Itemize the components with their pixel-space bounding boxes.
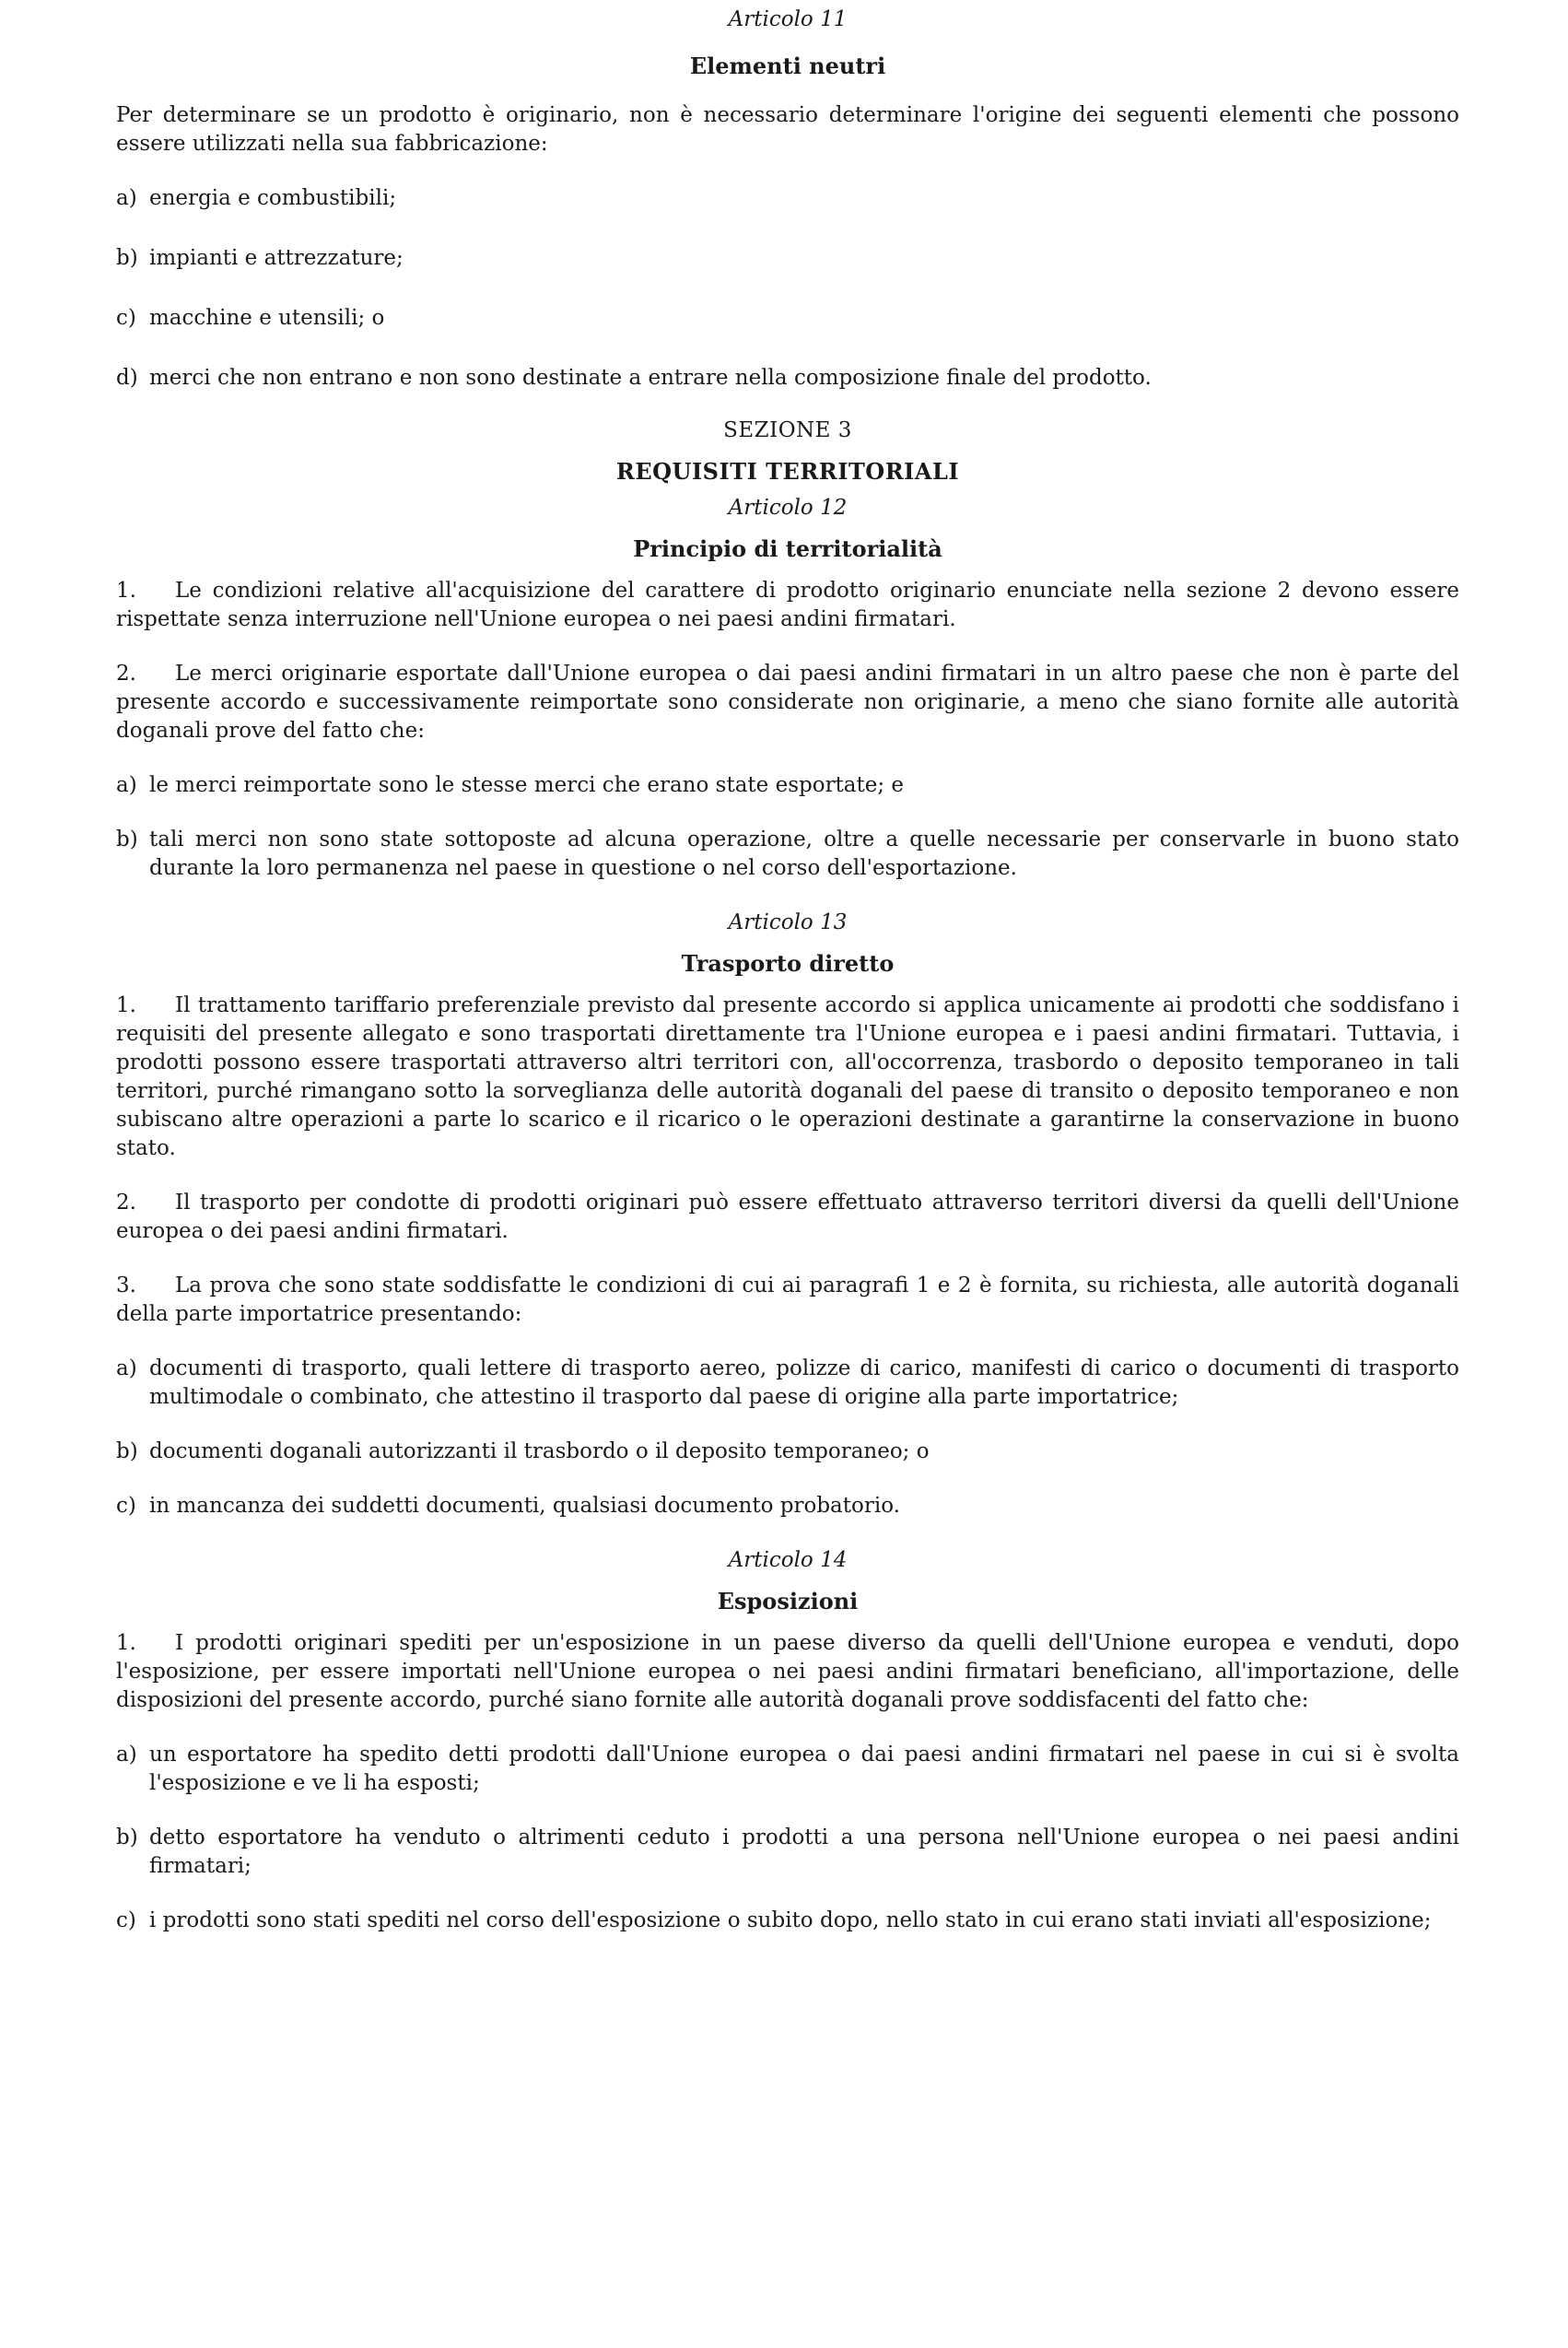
article-11-item-d — [116, 364, 1459, 393]
article-12-paragraph-2 — [116, 660, 1459, 745]
item-label: a) — [116, 1356, 137, 1380]
item-text: impianti e attrezzature; — [149, 246, 404, 270]
paragraph-number: 1. — [116, 579, 136, 603]
article-14-item-a — [116, 1741, 1459, 1798]
item-label: d) — [116, 366, 138, 390]
item-text: detto esportatore ha venduto o altrimenti ceduto i prodotti a una persona nell'Unione europea o nei paesi andini firmatari; — [149, 1826, 1459, 1878]
item-text: macchine e utensili; o — [149, 306, 385, 330]
article-12-label: Articolo 12 — [728, 496, 848, 520]
article-14-item-c — [116, 1907, 1459, 1935]
item-label: b) — [116, 828, 138, 851]
article-11-item-c — [116, 304, 1459, 333]
article-13-item-c — [116, 1492, 1459, 1520]
item-label: b) — [116, 246, 138, 270]
article-11-intro: Per determinare se un prodotto è originario, non è necessario determinare l'origine dei seguenti elementi che possono essere utilizzati nella sua fabbricazione: — [116, 103, 1459, 156]
section-3-title: REQUISITI TERRITORIALI — [615, 458, 960, 485]
item-label: a) — [116, 773, 137, 797]
article-13-title: Trasporto diretto — [681, 950, 895, 977]
article-13-paragraph-3 — [116, 1272, 1459, 1329]
paragraph-number: 2. — [116, 1191, 136, 1215]
article-13-paragraph-1 — [116, 992, 1459, 1163]
paragraph-text: I prodotti originari spediti per un'esposizione in un paese diverso da quelli dell'Unione europea e venduti, dopo l'esposizione, per essere importati nell'Unione europea o nei paesi andini firmatari beneficiano, all'importazione, delle disposizioni del presente accordo, purché siano fornite alle autorità doganali prove soddisfacenti del fatto che: — [116, 1631, 1459, 1712]
item-text: le merci reimportate sono le stesse merci che erano state esportate; e — [149, 773, 905, 797]
item-text: un esportatore ha spedito detti prodotti dall'Unione europea o dai paesi andini firmatari nel paese in cui si è svolta l'esposizione e ve li ha esposti; — [149, 1743, 1459, 1795]
article-13-item-b — [116, 1438, 1459, 1466]
article-13-item-a — [116, 1355, 1459, 1412]
item-text: merci che non entrano e non sono destinate a entrare nella composizione finale del prodotto. — [149, 366, 1152, 390]
article-14-title: Esposizioni — [717, 1588, 859, 1614]
paragraph-text: La prova che sono state soddisfatte le condizioni di cui ai paragrafi 1 e 2 è fornita, su richiesta, alle autorità doganali della parte importatrice presentando: — [116, 1274, 1459, 1326]
article-13-label: Articolo 13 — [728, 910, 848, 934]
article-11-label: Articolo 11 — [728, 7, 848, 31]
item-label: b) — [116, 1826, 138, 1849]
paragraph-text: Le condizioni relative all'acquisizione del carattere di prodotto originario enunciate nella sezione 2 devono essere rispettate senza interruzione nell'Unione europea o nei paesi andini firmatari. — [116, 579, 1459, 631]
section-3-label: SEZIONE 3 — [723, 418, 852, 442]
item-label: a) — [116, 186, 137, 210]
item-text: in mancanza dei suddetti documenti, qualsiasi documento probatorio. — [149, 1494, 900, 1518]
paragraph-text: Il trasporto per condotte di prodotti originari può essere effettuato attraverso territori diversi da quelli dell'Unione europea o dei paesi andini firmatari. — [116, 1191, 1459, 1243]
article-11-item-b — [116, 244, 1459, 273]
item-label: c) — [116, 306, 136, 330]
item-text: documenti doganali autorizzanti il trasbordo o il deposito temporaneo; o — [149, 1439, 930, 1463]
article-11-item-a — [116, 184, 1459, 213]
article-14-paragraph-1 — [116, 1629, 1459, 1715]
item-label: c) — [116, 1908, 136, 1932]
paragraph-text: Il trattamento tariffario preferenziale previsto dal presente accordo si applica unicamente ai prodotti che soddisfano i requisiti del presente allegato e sono trasportati direttamente tra l'Unione europea e i paesi andini firmatari. Tuttavia, i prodotti possono essere trasportati attraverso altri territori con, all'occorrenza, trasbordo o deposito temporaneo in tali territori, purché rimangano sotto la sorveglianza delle autorità doganali del paese di transito o deposito temporaneo e non subiscano altre operazioni a parte lo scarico e il ricarico o le operazioni destinate a garantirne la conservazione in buono stato. — [116, 993, 1459, 1160]
article-12-item-a — [116, 771, 1459, 800]
paragraph-number: 3. — [116, 1274, 136, 1297]
item-text: documenti di trasporto, quali lettere di trasporto aereo, polizze di carico, manifesti di carico o documenti di trasporto multimodale o combinato, che attestino il trasporto dal paese di origine alla parte importatrice; — [149, 1356, 1459, 1409]
item-label: a) — [116, 1743, 137, 1767]
article-12-item-b — [116, 826, 1459, 883]
paragraph-number: 1. — [116, 993, 136, 1017]
item-label: b) — [116, 1439, 138, 1463]
article-14-label: Articolo 14 — [728, 1548, 848, 1572]
item-text: tali merci non sono state sottoposte ad alcuna operazione, oltre a quelle necessarie per conservarle in buono stato durante la loro permanenza nel paese in questione o nel corso dell'esportazione. — [149, 828, 1459, 880]
paragraph-number: 1. — [116, 1631, 136, 1655]
article-14-item-b — [116, 1824, 1459, 1881]
paragraph-number: 2. — [116, 662, 136, 686]
article-12-title: Principio di territorialità — [633, 535, 942, 562]
article-12-paragraph-1 — [116, 577, 1459, 634]
article-11-title: Elementi neutri — [689, 53, 886, 79]
item-text: i prodotti sono stati spediti nel corso dell'esposizione o subito dopo, nello stato in cui erano stati inviati all'esposizione; — [149, 1908, 1432, 1932]
item-text: energia e combustibili; — [149, 186, 397, 210]
article-13-paragraph-2 — [116, 1189, 1459, 1246]
paragraph-text: Le merci originarie esportate dall'Unione europea o dai paesi andini firmatari in un altro paese che non è parte del presente accordo e successivamente reimportate sono considerate non originarie, a meno che siano fornite alle autorità doganali prove del fatto che: — [116, 662, 1459, 743]
item-label: c) — [116, 1494, 136, 1518]
